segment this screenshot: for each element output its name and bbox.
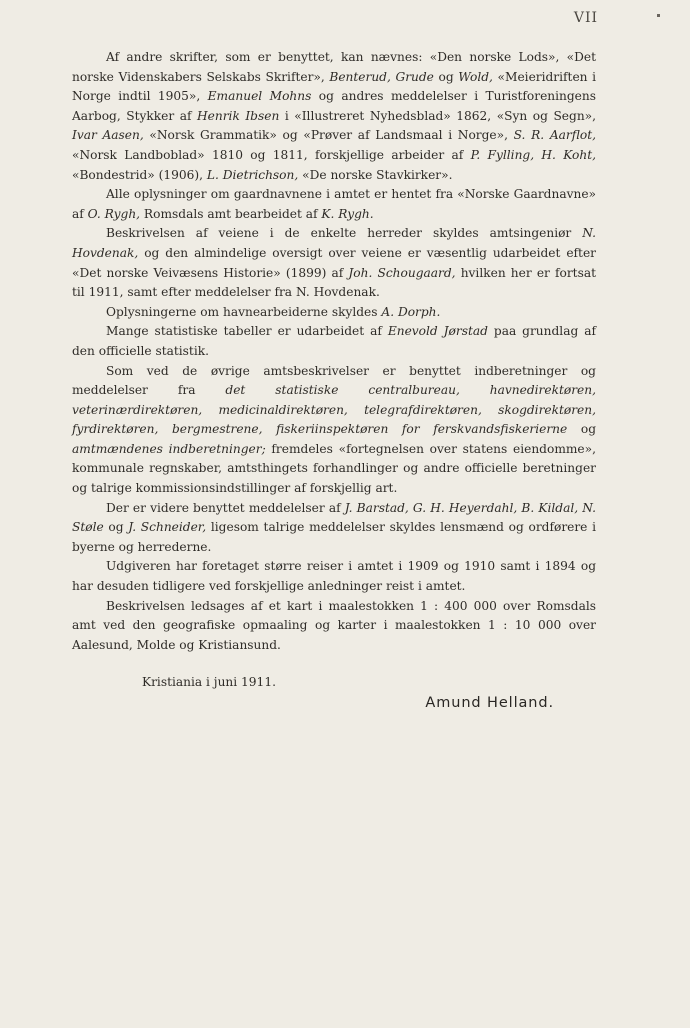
paragraph-3 bbox=[72, 224, 596, 302]
text-run: «Meieridriften i Norge indtil 1905», bbox=[72, 69, 597, 104]
page-number: VII bbox=[573, 10, 598, 26]
text-run: og bbox=[567, 422, 596, 437]
text-run: hvilken her er fortsat til 1911, samt efter meddelelser fra N. Hovdenak. bbox=[72, 265, 596, 300]
text-run: Udgiveren har foretaget større reiser i amtet i 1909 og 1910 samt i 1894 og har desuden tidligere ved forskjellige anledninger reist i amtet. bbox=[72, 559, 596, 594]
text-run: Romsdals amt bearbeidet af bbox=[140, 206, 322, 221]
text-run: Oplysningerne om havnearbeiderne skyldes bbox=[106, 304, 382, 319]
text-run: og bbox=[103, 520, 129, 535]
italic-name: det statistiske centralbureau, havnedirektøren, veterinærdirektøren, medicinaldirektøren, telegrafdirektøren, skogdirektøren, fyrdirektøren, bergmestrene, fiskeriinspektøren for ferskvandsfiskerierne bbox=[72, 383, 596, 437]
italic-name: P. Fylling, H. Koht, bbox=[470, 147, 596, 162]
text-run: fremdeles «fortegnelsen over statens eiendomme», kommunale regnskaber, amtsthingets forhandlinger og andre officielle beretninger og talrige kommissionsindstillinger af forskjellig art. bbox=[72, 441, 596, 496]
text-run: og den almindelige oversigt over veiene er væsentlig udarbeidet efter «Det norske Veivæsens Historie» (1899) af bbox=[72, 245, 596, 280]
italic-name: Enevold Jørstad bbox=[387, 324, 488, 339]
text-run: paa grundlag af den officielle statistik. bbox=[72, 324, 596, 358]
paragraph-8 bbox=[72, 557, 596, 596]
italic-name: K. Rygh. bbox=[321, 206, 374, 221]
text-run: Alle oplysninger om gaardnavnene i amtet er hentet fra «Norske Gaardnavne» af bbox=[72, 187, 596, 221]
text-run: ligesom talrige meddelelser skyldes lensmænd og ordførere i byerne og herrederne. bbox=[72, 520, 597, 554]
italic-name: S. R. Aarflot, bbox=[513, 128, 596, 143]
text-run: «Norsk Grammatik» og «Prøver af Landsmaal i Norge», bbox=[143, 128, 514, 143]
text-run: «Bondestrid» (1906), bbox=[72, 167, 207, 182]
paragraph-6 bbox=[72, 362, 596, 499]
italic-name: J. Barstad, G. H. Heyerdahl, B. Kildal, N. Støle bbox=[72, 500, 596, 535]
paragraph-9 bbox=[72, 597, 596, 656]
dateline: Kristiania i juni 1911. bbox=[142, 675, 276, 690]
text-run: «Norsk Landboblad» 1810 og 1811, forskjellige arbeider af bbox=[72, 147, 471, 162]
italic-name: O. Rygh, bbox=[87, 206, 141, 221]
paragraph-1 bbox=[72, 48, 596, 185]
italic-name: Wold, bbox=[458, 69, 493, 84]
italic-name: Henrik Ibsen bbox=[197, 108, 280, 123]
paragraph-4 bbox=[72, 303, 596, 323]
text-run: Der er videre benyttet meddelelser af bbox=[106, 500, 345, 515]
paragraph-5 bbox=[72, 322, 596, 361]
text-run: i «Illustreret Nyhedsblad» 1862, «Syn og Segn», bbox=[279, 108, 596, 123]
text-run: Mange statistiske tabeller er udarbeidet af bbox=[106, 324, 388, 339]
italic-name: Ivar Aasen, bbox=[72, 128, 144, 143]
text-run: Af andre skrifter, som er benyttet, kan nævnes: «Den norske Lods», «Det norske Videnskabers Selskabs Skrifter», bbox=[72, 50, 596, 84]
print-mark bbox=[657, 14, 660, 17]
text-run: Beskrivelsen af veiene i de enkelte herreder skyldes amtsingeniør bbox=[106, 226, 583, 241]
paragraph-list bbox=[72, 48, 596, 655]
italic-name: N. Hovdenak, bbox=[72, 226, 596, 260]
text-run: og andres meddelelser i Turistforeningens Aarbog, Stykker af bbox=[72, 89, 596, 123]
paragraph-2 bbox=[72, 185, 596, 224]
text-run: Som ved de øvrige amtsbeskrivelser er benyttet indberetninger og meddelelser fra bbox=[72, 363, 596, 398]
italic-name: A. Dorph. bbox=[381, 304, 441, 319]
italic-name: J. Schneider, bbox=[128, 520, 207, 535]
italic-name: Joh. Schougaard, bbox=[348, 265, 456, 280]
text-run: Beskrivelsen ledsages af et kart i maalestokken 1 : 400 000 over Romsdals amt ved den geografiske opmaaling og karter i maalestokken 1 : 10 000 over Aalesund, Molde og Kristiansund. bbox=[72, 598, 596, 652]
italic-name: L. Dietrichson, bbox=[206, 167, 299, 182]
italic-name: Benterud, Grude bbox=[329, 69, 434, 84]
signature: Amund Helland. bbox=[425, 695, 554, 711]
text-run: og bbox=[433, 69, 459, 84]
preface-text bbox=[72, 48, 596, 714]
italic-name: amtmændenes indberetninger; bbox=[72, 441, 266, 456]
italic-name: Emanuel Mohns bbox=[207, 89, 312, 104]
text-run: «De norske Stavkirker». bbox=[298, 167, 453, 182]
paragraph-7 bbox=[72, 499, 596, 558]
